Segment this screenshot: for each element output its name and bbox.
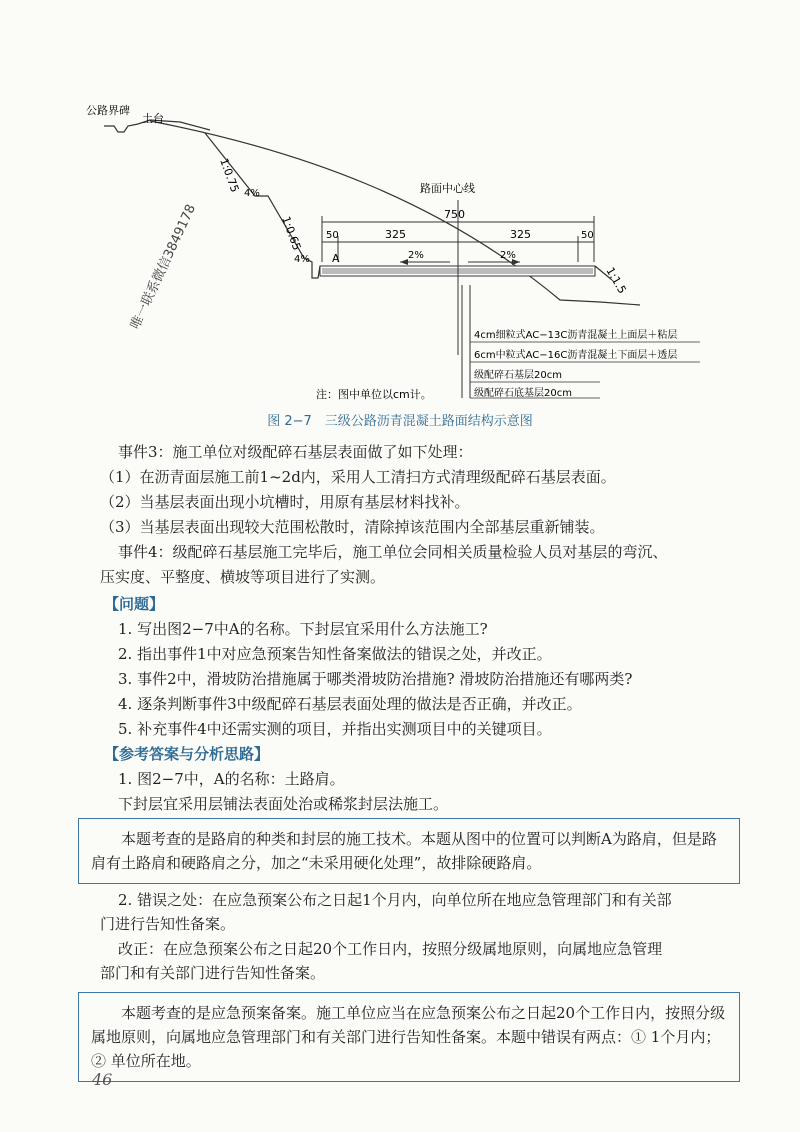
answer-2-line3: 改正：在应急预案公布之日起20个工作日内，按照分级属地原则，向属地应急管理 [118,940,663,958]
event3-title: 事件3：施工单位对级配碎石基层表面做了如下处理： [118,443,473,461]
label-boundary-stake: 公路界碑 [86,104,130,117]
label-note: 注：图中单位以cm计。 [316,388,432,401]
label-grade1: 4% [244,188,260,199]
answer-1-line2: 下封层宜采用层铺法表面处治或稀浆封层法施工。 [118,795,449,813]
event3-item3: （3）当基层表面出现较大范围松散时，清除掉该范围内全部基层重新铺装。 [100,518,605,536]
label-layer3: 级配碎石基层20cm [474,370,562,381]
event4-line1: 事件4：级配碎石基层施工完毕后，施工单位会同相关质量检验人员对基层的弯沉、 [118,543,668,561]
analysis-box-2 [78,992,740,1082]
label-slope1: 1:0.75 [217,156,242,195]
question-3: 3. 事件2中，滑坡防治措施属于哪类滑坡防治措施? 滑坡防治措施还有哪两类? [118,670,633,688]
page-number: 46 [92,1070,113,1089]
event4-line2: 压实度、平整度、横坡等项目进行了实测。 [100,568,386,586]
question-5: 5. 补充事件4中还需实测的项目，并指出实测项目中的关键项目。 [118,720,552,738]
answers-heading: 【参考答案与分析思路】 [104,745,270,763]
label-dim-right-shoulder: 50 [581,230,594,241]
road-cross-section-diagram [0,0,800,440]
label-grade-left: 2% [408,250,424,261]
question-2: 2. 指出事件1中对应急预案告知性备案做法的错误之处，并改正。 [118,645,552,663]
label-dim-left-shoulder: 50 [326,230,339,241]
label-dim-total: 750 [444,208,465,221]
event3-item1: （1）在沥青面层施工前1~2d内，采用人工清扫方式清理级配碎石基层表面。 [100,468,616,486]
answer-2-line2: 门进行告知性备案。 [100,915,236,933]
event3-item2: （2）当基层表面出现小坑槽时，用原有基层材料找补。 [100,493,470,511]
analysis-1-text: 本题考查的是路肩的种类和封层的施工技术。本题从图中的位置可以判断A为路肩，但是路肩有土路肩和硬路肩之分，加之“未采用硬化处理”，故排除硬路肩。 [91,830,717,872]
analysis-box-1 [78,818,740,884]
label-grade2: 4% [294,254,310,265]
label-dim-right: 325 [510,228,531,241]
label-slope3: 1:1.5 [603,265,629,296]
label-grade-right: 2% [500,250,516,261]
watermark-text: 唯一联系微信3849178 [128,202,200,332]
answer-2-line4: 部门和有关部门进行告知性备案。 [100,964,326,982]
answer-1-line1: 1. 图2−7中，A的名称：土路肩。 [118,770,345,788]
analysis-2-text: 本题考查的是应急预案备案。施工单位应当在应急预案公布之日起20个工作日内，按照分级属地原则，向属地应急管理部门和有关部门进行告知性备案。本题中错误有两点：① 1个月内；② 单位所在地。 [91,1004,726,1070]
label-centerline: 路面中心线 [420,182,475,195]
label-layer2: 6cm中粒式AC−16C沥青混凝土下面层＋透层 [474,350,678,361]
figure-caption: 图 2−7 三级公路沥青混凝土路面结构示意图 [267,414,533,429]
label-dim-left: 325 [385,228,406,241]
natural-slope-line [150,121,640,305]
label-layer4: 级配碎石底基层20cm [474,388,572,399]
question-4: 4. 逐条判断事件3中级配碎石基层表面处理的做法是否正确，并改正。 [118,695,582,713]
arrowhead [400,259,408,265]
questions-heading: 【问题】 [104,595,165,613]
label-slope2: 1:0.65 [279,214,304,253]
label-layer1: 4cm细粒式AC−13C沥青混凝土上面层＋粘层 [474,330,678,341]
label-point-a: A [332,252,340,265]
label-earth-platform: 土台 [142,112,164,125]
question-1: 1. 写出图2−7中A的名称。下封层宜采用什么方法施工? [118,620,488,638]
road-structure-figure [0,0,800,440]
answer-2-line1: 2. 错误之处：在应急预案公布之日起1个月内，向单位所在地应急管理部门和有关部 [118,891,672,909]
